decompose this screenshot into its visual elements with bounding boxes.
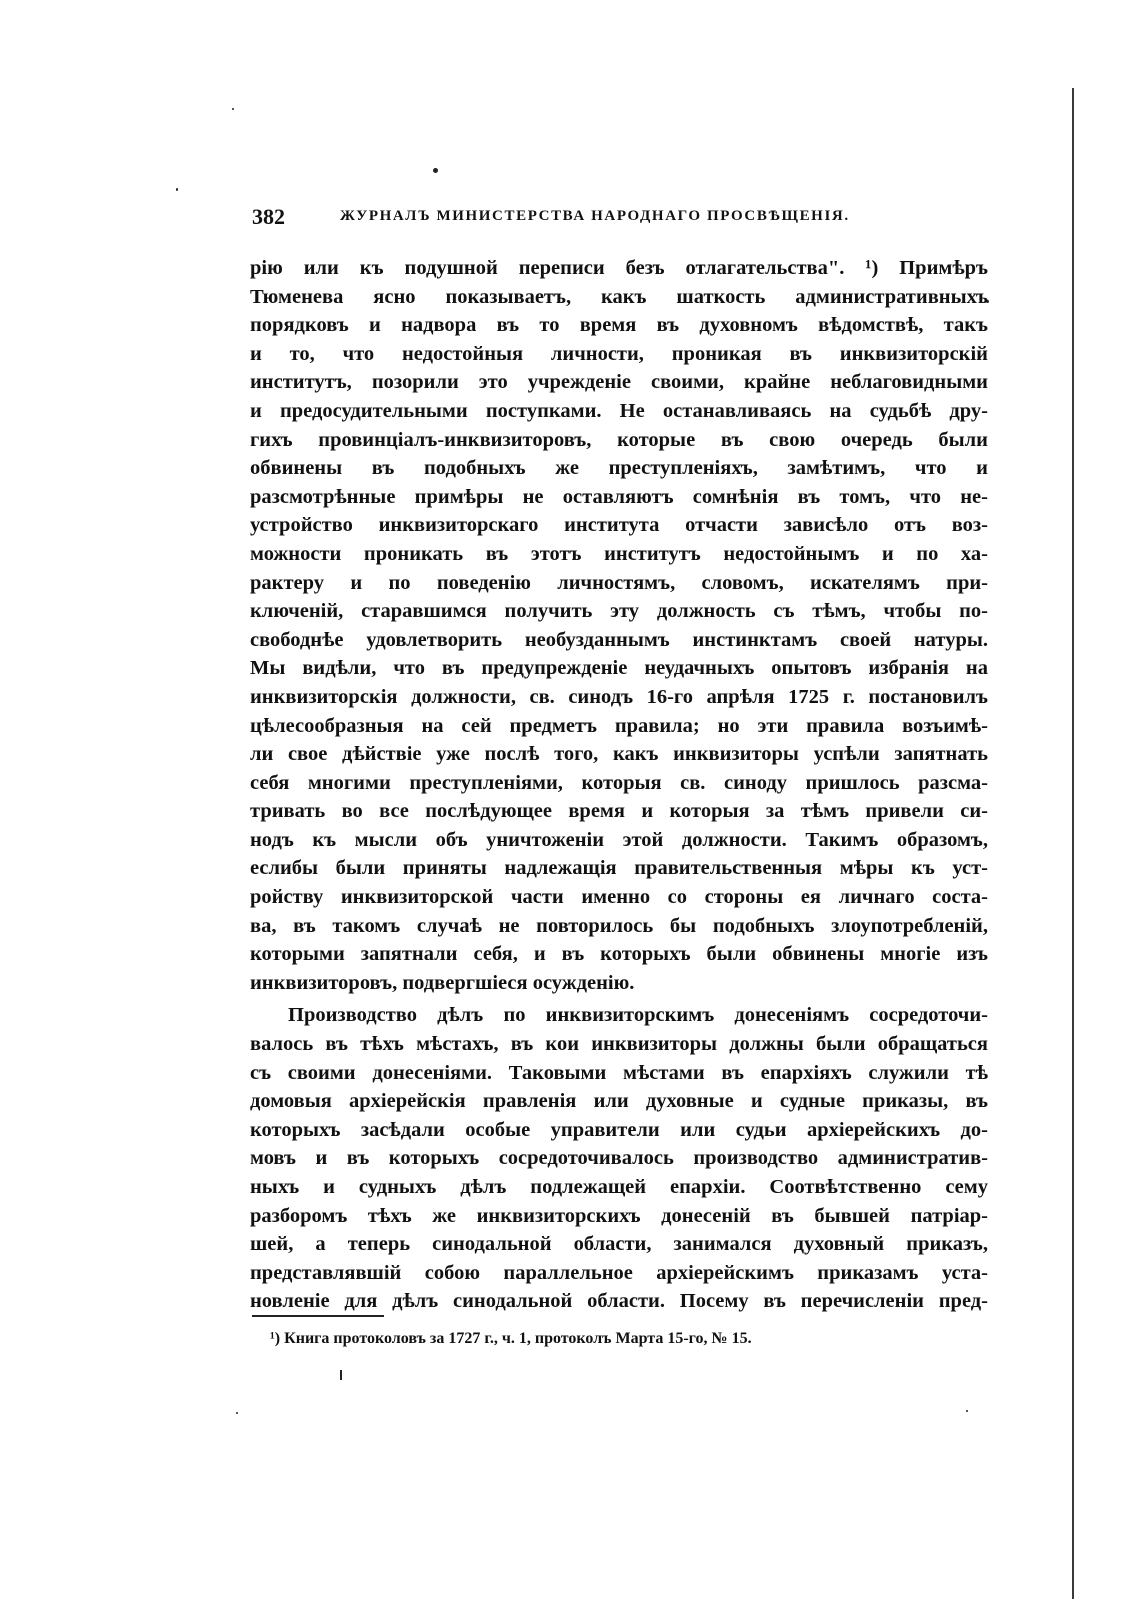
- text-line: мовъ и въ которыхъ сосредоточивалось производство административ-: [250, 1147, 988, 1170]
- page-edge-shadow: [1072, 88, 1074, 1599]
- text-line: Мы видѣли, что въ предупрежденіе неудачныхъ опытовъ избранія на: [250, 657, 988, 680]
- paragraph-2: [250, 1001, 988, 1316]
- text-line: инквизиторовъ, подвергшіеся осужденію.: [250, 971, 635, 994]
- text-line: ключеній, старавшимся получить эту должность съ тѣмъ, чтобы по-: [250, 600, 988, 623]
- text-line: свободнѣе удовлетворить необузданнымъ инстинктамъ своей натуры.: [250, 628, 988, 651]
- text-line: которыми запятнали себя, и въ которыхъ были обвинены многіе изъ: [250, 943, 988, 966]
- text-line: институтъ, позорили это учрежденіе своими, крайне неблаговидными: [250, 371, 988, 394]
- text-line: которыхъ засѣдали особые управители или судьи архіерейскихъ до-: [250, 1118, 988, 1141]
- text-line: себя многими преступленіями, которыя св. синоду пришлось разсма-: [250, 771, 988, 794]
- paragraph-1: [250, 254, 988, 997]
- running-header: [252, 204, 972, 230]
- text-line: съ своими донесеніями. Таковыми мѣстами въ епархіяхъ служили тѣ: [250, 1061, 988, 1084]
- page-number: 382: [252, 204, 285, 229]
- text-line: рактеру и по поведенію личностямъ, словомъ, искателямъ при-: [250, 571, 988, 594]
- text-line: новленіе для дѣлъ синодальной области. Посему въ перечисленіи пред-: [250, 1290, 988, 1313]
- text-line: цѣлесообразныя на сей предметъ правила; но эти правила возъимѣ-: [250, 714, 988, 737]
- text-line: домовыя архіерейскія правленія или духовные и судные приказы, въ: [250, 1090, 988, 1113]
- text-line: рію или къ подушной переписи безъ отлагательства". ¹) Примѣръ: [250, 257, 988, 279]
- text-line: обвинены въ подобныхъ же преступленіяхъ, замѣтимъ, что и: [250, 457, 988, 480]
- text-line: ли свое дѣйствіе уже послѣ того, какъ инквизиторы успѣли запятнать: [250, 743, 988, 766]
- scan-speck: [433, 168, 438, 173]
- running-title: ЖУРНАЛЪ МИНИСТЕРСТВА НАРОДНАГО ПРОСВѢЩЕНІЯ.: [340, 208, 850, 224]
- text-line: разсмотрѣнные примѣры не оставляютъ сомнѣнія въ томъ, что не-: [250, 485, 988, 508]
- footnote: ¹) Книга протоколовъ за 1727 г., ч. 1, протоколъ Марта 15-го, № 15.: [270, 1330, 752, 1347]
- text-line: порядковъ и надвора въ то время въ духовномъ вѣдомствѣ, такъ: [250, 314, 988, 337]
- text-line: валось въ тѣхъ мѣстахъ, въ кои инквизиторы должны были обращаться: [250, 1033, 988, 1056]
- text-line: ройству инквизиторской части именно со стороны ея личнаго соста-: [250, 886, 988, 909]
- scan-speck: [232, 108, 234, 110]
- scan-speck: [176, 188, 178, 191]
- body-text: [250, 254, 988, 1316]
- text-line: и то, что недостойныя личности, проникая въ инквизиторскій: [250, 342, 988, 365]
- text-line: разборомъ тѣхъ же инквизиторскихъ донесеній въ бывшей патріар-: [250, 1204, 988, 1227]
- text-line: ва, въ такомъ случаѣ не повторилось бы подобныхъ злоупотребленій,: [250, 914, 988, 937]
- text-line: шей, а теперь синодальной области, занимался духовный приказъ,: [250, 1233, 988, 1256]
- text-line: тривать во все послѣдующее время и которыя за тѣмъ привели си-: [250, 800, 988, 823]
- text-line: еслибы были приняты надлежащія правительственныя мѣры къ уст-: [250, 857, 988, 880]
- text-line: устройство инквизиторскаго института отчасти зависѣло отъ воз-: [250, 514, 988, 537]
- text-line: и предосудительными поступками. Не останавливаясь на судьбѣ дру-: [250, 399, 988, 422]
- text-line: инквизиторскія должности, св. синодъ 16-го апрѣля 1725 г. постановилъ: [250, 685, 988, 708]
- footnote-rule: [252, 1315, 384, 1317]
- text-line: представлявшій собою параллельное архіерейскимъ приказамъ уста-: [250, 1261, 988, 1284]
- text-line: нодъ къ мысли объ уничтоженіи этой должности. Такимъ образомъ,: [250, 828, 988, 851]
- scan-speck: [340, 1370, 342, 1380]
- text-line: можности проникать въ этотъ институтъ недостойнымъ и по ха-: [250, 542, 988, 565]
- text-line: Тюменева ясно показываетъ, какъ шаткость административныхъ: [250, 285, 988, 308]
- scan-speck: [236, 1412, 238, 1414]
- scan-speck: [966, 1410, 968, 1412]
- text-line: ныхъ и судныхъ дѣлъ подлежащей епархіи. Соотвѣтственно сему: [250, 1176, 988, 1198]
- text-line: гихъ провинціалъ-инквизиторовъ, которые въ свою очередь были: [250, 428, 988, 451]
- text-line: Производство дѣлъ по инквизиторскимъ донесеніямъ сосредоточи-: [288, 1004, 988, 1027]
